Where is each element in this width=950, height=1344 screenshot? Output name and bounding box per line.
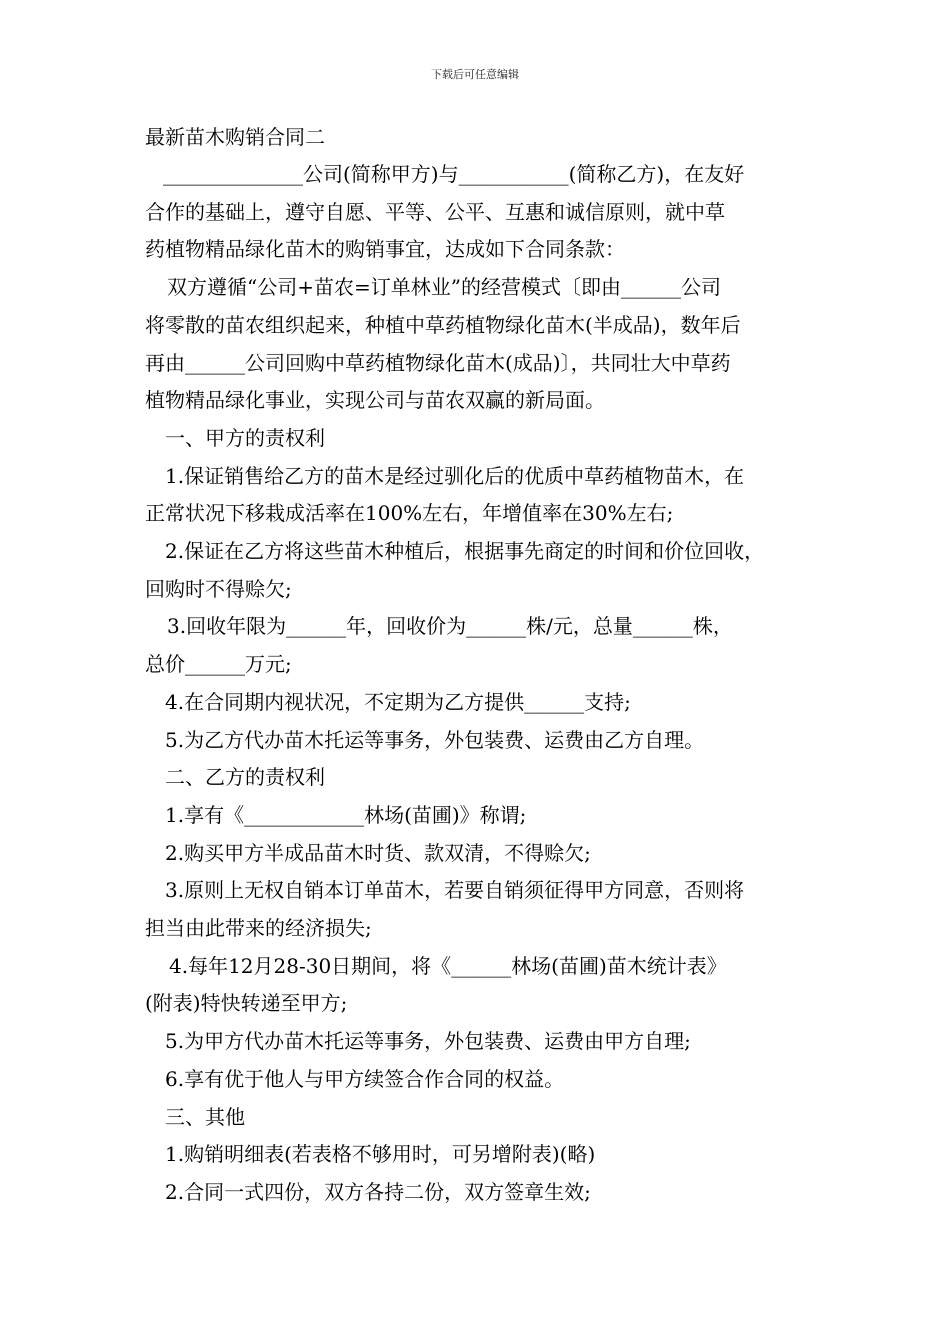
clause-b2: 2.购买甲方半成品苗木时货、款双清，不得赊欠; [165, 840, 591, 865]
document-title: 最新苗木购销合同二 [145, 125, 325, 149]
paragraph-line-1: ______________公司(简称甲方)与___________(简称乙方)，在友好 [163, 162, 745, 186]
clause-a2-line-2: 回购时不得赊欠; [145, 576, 292, 601]
section-heading-other: 三、其他 [165, 1104, 245, 1129]
page-header: 下载后可任意编辑 [431, 68, 519, 81]
clause-a2-line-1: 2.保证在乙方将这些苗木种植后，根据事先商定的时间和价位回收， [165, 539, 765, 564]
document-body [145, 156, 810, 1212]
paragraph-line-2: 合作的基础上，遵守自愿、平等、公平、互惠和诚信原则，就中草 [145, 199, 725, 224]
clause-b5: 5.为甲方代办苗木托运等事务，外包装费、运费由甲方自理; [165, 1029, 691, 1054]
clause-a4: 4.在合同期内视状况，不定期为乙方提供______支持; [165, 689, 631, 714]
clause-b1: 1.享有《____________林场(苗圃)》称谓; [165, 802, 527, 827]
paragraph-line-4: 双方遵循“公司+苗农=订单林业”的经营模式〔即由______公司 [167, 275, 721, 300]
clause-a5: 5.为乙方代办苗木托运等事务，外包装费、运费由乙方自理。 [165, 727, 705, 752]
clause-a3-line-2: 总价______万元; [145, 652, 292, 677]
paragraph-line-5: 将零散的苗农组织起来，种植中草药植物绿化苗木(半成品)，数年后 [145, 312, 741, 337]
clause-b3-line-2: 担当由此带来的经济损失; [145, 916, 372, 941]
clause-b4-line-1: 4.每年12月28-30日期间，将《______林场(苗圃)苗木统计表》 [169, 953, 727, 978]
clause-a1-line-1: 1.保证销售给乙方的苗木是经过驯化后的优质中草药植物苗木，在 [165, 463, 745, 488]
section-heading-party-b: 二、乙方的责权利 [165, 765, 325, 790]
section-heading-party-a: 一、甲方的责权利 [165, 425, 325, 450]
paragraph-line-3: 药植物精品绿化苗木的购销事宜，达成如下合同条款： [145, 237, 625, 262]
clause-a1-line-2: 正常状况下移栽成活率在100%左右，年增值率在30%左右; [145, 501, 674, 526]
clause-c2: 2.合同一式四份，双方各持二份，双方签章生效; [165, 1179, 591, 1204]
clause-b4-line-2: (附表)特快转递至甲方; [145, 991, 348, 1016]
clause-b3-line-1: 3.原则上无权自销本订单苗木，若要自销须征得甲方同意，否则将 [165, 878, 745, 903]
clause-b6: 6.享有优于他人与甲方续签合作合同的权益。 [165, 1066, 565, 1091]
clause-c1: 1.购销明细表(若表格不够用时，可另增附表)(略) [165, 1142, 596, 1167]
paragraph-line-7: 植物精品绿化事业，实现公司与苗农双赢的新局面。 [145, 388, 605, 413]
clause-a3-line-1: 3.回收年限为______年，回收价为______株/元，总量______株， [167, 614, 733, 639]
paragraph-line-6: 再由______公司回购中草药植物绿化苗木(成品)〕，共同壮大中草药 [145, 350, 731, 375]
